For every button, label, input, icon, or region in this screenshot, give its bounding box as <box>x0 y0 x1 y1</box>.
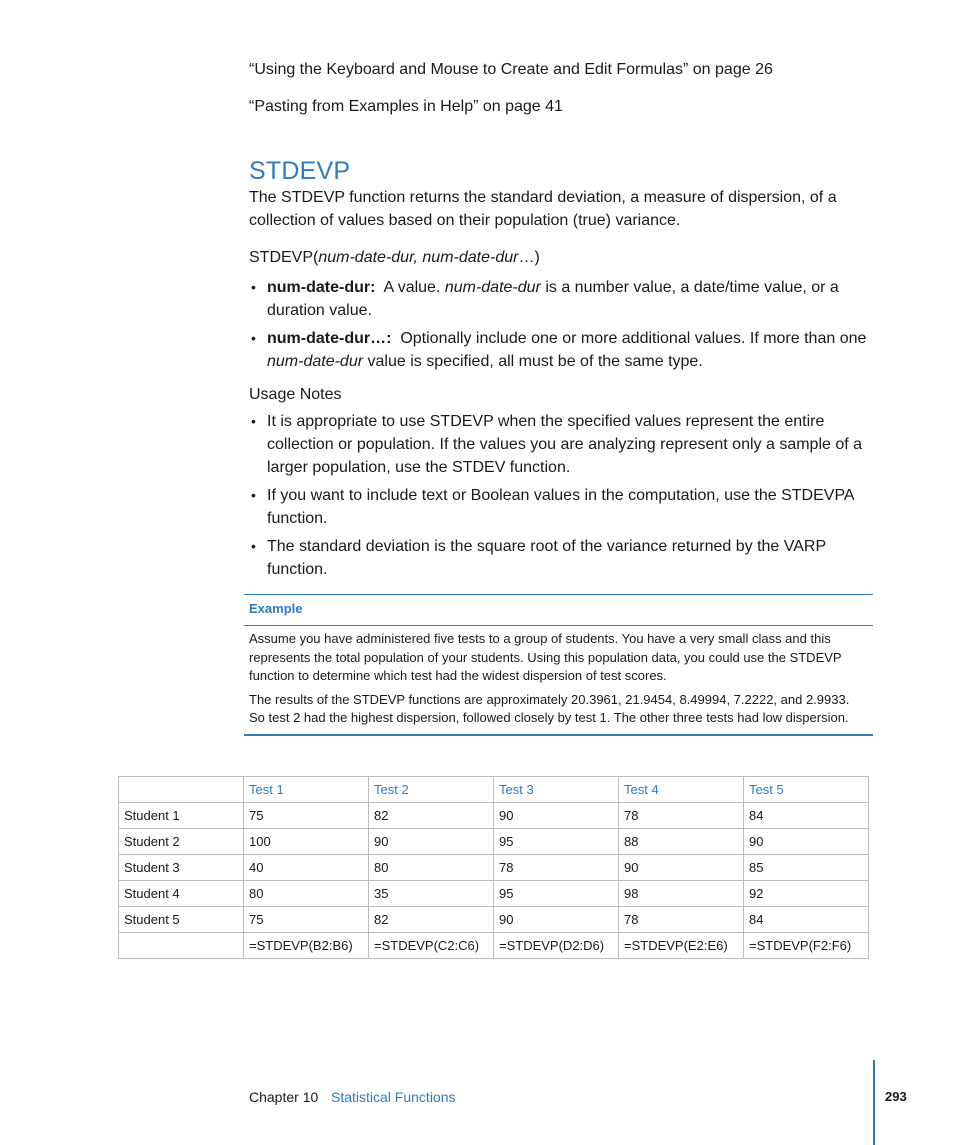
table-header-cell: Test 3 <box>494 777 619 803</box>
table-row <box>119 855 869 881</box>
usage-note-item <box>249 410 874 479</box>
table-row <box>119 907 869 933</box>
example-box <box>244 594 873 736</box>
argument-desc-pre: Optionally include one or more additional values. If more than one <box>400 330 867 347</box>
bullet-marker: • <box>251 330 256 346</box>
table-cell: 90 <box>619 855 744 881</box>
table-cell: 88 <box>619 829 744 855</box>
table-header-cell: Test 5 <box>744 777 869 803</box>
argument-desc-post: value is specified, all must be of the same type. <box>363 353 703 370</box>
table-cell: 98 <box>619 881 744 907</box>
table-row <box>119 881 869 907</box>
table-cell: 35 <box>369 881 494 907</box>
cross-reference-keyboard-mouse[interactable]: “Using the Keyboard and Mouse to Create and Edit Formulas” on page 26 <box>249 61 773 78</box>
argument-desc-pre: A value. <box>383 279 445 296</box>
table-cell: 40 <box>244 855 369 881</box>
usage-notes-heading: Usage Notes <box>249 386 342 403</box>
function-description: The STDEVP function returns the standard deviation, a measure of dispersion, of a collection of values based on their population (true) variance. <box>249 189 837 229</box>
usage-note-text: It is appropriate to use STDEVP when the specified values represent the entire collection or population. If the values you are analyzing represent only a sample of a larger population, use the STDEV function. <box>267 413 863 476</box>
argument-item <box>249 276 874 322</box>
table-header-cell: Test 2 <box>369 777 494 803</box>
table-cell: 80 <box>369 855 494 881</box>
usage-note-item <box>249 535 874 581</box>
function-title: STDEVP <box>249 157 351 185</box>
argument-desc-italic: num-date-dur <box>267 353 364 370</box>
syntax-function-name: STDEVP <box>249 249 314 266</box>
table-cell: 84 <box>744 803 869 829</box>
table-cell: Student 5 <box>119 907 244 933</box>
bullet-marker: • <box>251 487 256 503</box>
bullet-marker: • <box>251 538 256 554</box>
example-label: Example <box>249 601 303 616</box>
table-cell: Student 1 <box>119 803 244 829</box>
argument-term: num-date-dur: <box>267 279 376 296</box>
syntax-ellipsis: … <box>518 249 535 266</box>
table-cell: 90 <box>369 829 494 855</box>
table-cell: 78 <box>619 907 744 933</box>
table-cell: 82 <box>369 803 494 829</box>
syntax-open-paren: ( <box>313 249 319 266</box>
bullet-marker: • <box>251 279 256 295</box>
footer-divider <box>873 1060 875 1145</box>
table-cell: 85 <box>744 855 869 881</box>
cross-reference-pasting-examples[interactable]: “Pasting from Examples in Help” on page 41 <box>249 98 563 115</box>
table-formula-cell: =STDEVP(F2:F6) <box>744 933 869 959</box>
table-header-cell: Test 4 <box>619 777 744 803</box>
usage-notes-list <box>249 410 874 586</box>
footer-section-link[interactable]: Statistical Functions <box>331 1089 456 1105</box>
argument-desc-post: is a number value, a date/time value, or a duration value. <box>267 279 839 319</box>
table-header-row <box>119 777 869 803</box>
argument-term: num-date-dur…: <box>267 330 392 347</box>
table-formula-cell: =STDEVP(B2:B6) <box>244 933 369 959</box>
usage-note-text: If you want to include text or Boolean values in the computation, use the STDEVPA function. <box>267 487 854 527</box>
footer-chapter: Chapter 10 <box>249 1089 319 1105</box>
table-cell: 92 <box>744 881 869 907</box>
example-paragraph: Assume you have administered five tests to a group of students. You have a very small class and this represents the total population of your students. Using this population data, you could use the STDEVP function to determine which test had the widest dispersion of test scores. <box>249 631 842 683</box>
table-header-cell <box>119 777 244 803</box>
table-cell: 82 <box>369 907 494 933</box>
argument-item <box>249 327 874 373</box>
table-cell: 78 <box>494 855 619 881</box>
table-cell: 100 <box>244 829 369 855</box>
table-cell: 95 <box>494 881 619 907</box>
table-cell: Student 2 <box>119 829 244 855</box>
table-row <box>119 803 869 829</box>
table-cell: Student 4 <box>119 881 244 907</box>
usage-note-text: The standard deviation is the square root of the variance returned by the VARP function. <box>267 538 826 578</box>
syntax-arguments: num-date-dur, num-date-dur <box>318 249 519 266</box>
example-bottom-rule <box>244 734 873 736</box>
table-cell: 75 <box>244 907 369 933</box>
table-formula-cell: =STDEVP(E2:E6) <box>619 933 744 959</box>
argument-desc-italic: num-date-dur <box>444 279 541 296</box>
table-cell: 84 <box>744 907 869 933</box>
table-cell: 90 <box>494 803 619 829</box>
table-row <box>119 829 869 855</box>
table-cell: Student 3 <box>119 855 244 881</box>
table-formula-cell: =STDEVP(D2:D6) <box>494 933 619 959</box>
table-cell: 80 <box>244 881 369 907</box>
table-formula-row <box>119 933 869 959</box>
table-cell: 78 <box>619 803 744 829</box>
table-cell <box>119 933 244 959</box>
bullet-marker: • <box>251 413 256 429</box>
example-data-table <box>118 776 869 959</box>
example-paragraph: The results of the STDEVP functions are approximately 20.3961, 21.9454, 8.49994, 7.2222, and 2.9933. So test 2 had the highest dispersion, followed closely by test 1. The other three tests had low dispersion. <box>249 691 850 725</box>
argument-list <box>249 276 874 378</box>
table-cell: 90 <box>744 829 869 855</box>
table-cell: 90 <box>494 907 619 933</box>
table-formula-cell: =STDEVP(C2:C6) <box>369 933 494 959</box>
table-header-cell: Test 1 <box>244 777 369 803</box>
table-cell: 75 <box>244 803 369 829</box>
syntax-close-paren: ) <box>534 249 540 266</box>
page-number: 293 <box>885 1089 907 1104</box>
function-syntax <box>249 246 869 269</box>
usage-note-item <box>249 484 874 530</box>
table-cell: 95 <box>494 829 619 855</box>
